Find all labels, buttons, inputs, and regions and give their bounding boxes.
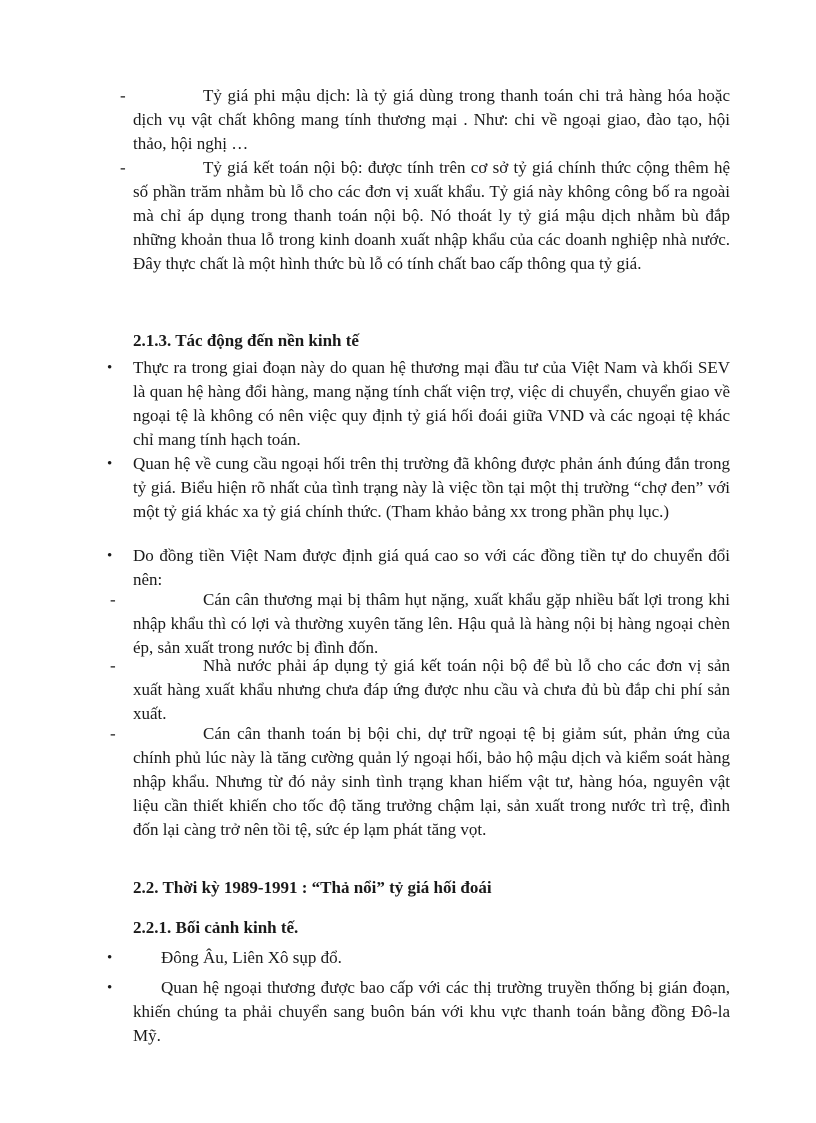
dash-marker: - — [110, 656, 116, 675]
bullet-item-sev-relations: Thực ra trong giai đoạn này do quan hệ thương mại đầu tư của Việt Nam và khối SEV là quan hệ hàng đổi hàng, mang nặng tính chất viện trợ, việc di chuyển, chuyển giao về ngoại tệ là không có nên việc quy định tỷ giá hối đoái giữa VND và các ngoại tệ khác chỉ mang tính hạch toán. — [133, 358, 730, 449]
paragraph-balance-of-payments: Cán cân thanh toán bị bội chi, dự trữ ngoại tệ bị giảm sút, phản ứng của chính phủ lúc này là tăng cường quản lý ngoại hối, bảo hộ mậu dịch và kiểm soát hàng nhập khẩu. Nhưng từ đó nảy sinh tình trạng khan hiếm vật tư, hàng hóa, nguyên vật liệu cần thiết khiến cho tốc độ tăng trưởng chậm lại, sản xuất trong nước trì trệ, đình đốn lại càng trở nên tồi tệ, sức ép lạm phát tăng vọt. — [133, 724, 730, 839]
dash-marker: - — [120, 86, 126, 105]
bullet-item-overvalued-currency: Do đồng tiền Việt Nam được định giá quá cao so với các đồng tiền tự do chuyển đổi nên: — [133, 546, 730, 589]
paragraph-non-trade-rate: Tỷ giá phi mậu dịch: là tỷ giá dùng trong thanh toán chi trả hàng hóa hoặc dịch vụ vật chất không mang tính thương mại . Như: chi về ngoại giao, đào tạo, hội thảo, hội nghị … — [133, 86, 730, 153]
dash-marker: - — [120, 158, 126, 177]
heading-2-2: 2.2. Thời kỳ 1989-1991 : “Thả nổi” tỷ giá hối đoái — [133, 878, 492, 897]
bullet-item-foreign-trade: Quan hệ ngoại thương được bao cấp với các thị trường truyền thống bị gián đoạn, khiến chúng ta phải chuyển sang buôn bán với khu vực thanh toán bằng đồng Đô-la Mỹ. — [133, 978, 730, 1045]
dash-marker: - — [110, 590, 116, 609]
bullet-item-supply-demand: Quan hệ về cung cầu ngoại hối trên thị trường đã không được phản ánh đúng đắn trong tỷ giá. Biểu hiện rõ nhất của tình trạng này là việc tồn tại một thị trường “chợ đen” với một tỷ giá khác xa tỷ giá chính thức. (Tham khảo bảng xx trong phần phụ lục.) — [133, 454, 730, 521]
paragraph-trade-deficit: Cán cân thương mại bị thâm hụt nặng, xuất khẩu gặp nhiều bất lợi trong khi nhập khẩu thì có lợi và thường xuyên tăng lên. Hậu quả là hàng nội bị hàng ngoại chèn ép, sản xuất trong nước bị đình đốn. — [133, 590, 730, 657]
heading-2-2-1: 2.2.1. Bối cảnh kinh tế. — [133, 918, 299, 937]
bullet-marker: • — [107, 980, 113, 996]
heading-2-1-3: 2.1.3. Tác động đến nền kinh tế — [133, 331, 359, 350]
bullet-marker: • — [107, 456, 113, 472]
dash-marker: - — [110, 724, 116, 743]
bullet-marker: • — [107, 950, 113, 966]
bullet-marker: • — [107, 548, 113, 564]
paragraph-internal-settlement-rate: Tỷ giá kết toán nội bộ: được tính trên cơ sở tỷ giá chính thức cộng thêm hệ số phần trăm nhằm bù lỗ cho các đơn vị xuất khẩu. Tỷ giá này không công bố ra ngoài mà chỉ áp dụng trong thanh toán nội bộ. Nó thoát ly tỷ giá mậu dịch nhằm bù đắp những khoản thua lỗ trong kinh doanh xuất nhập khẩu của các doanh nghiệp nhà nước. Đây thực chất là một hình thức bù lỗ có tính chất bao cấp thông qua tỷ giá. — [133, 158, 730, 273]
paragraph-internal-rate-subsidy: Nhà nước phải áp dụng tỷ giá kết toán nội bộ để bù lỗ cho các đơn vị sản xuất hàng xuất khẩu nhưng chưa đáp ứng được nhu cầu và chưa đủ bù đắp chi phí sản xuất. — [133, 656, 730, 723]
bullet-item-eastern-europe: Đông Âu, Liên Xô sụp đổ. — [161, 948, 342, 967]
bullet-marker: • — [107, 360, 113, 376]
